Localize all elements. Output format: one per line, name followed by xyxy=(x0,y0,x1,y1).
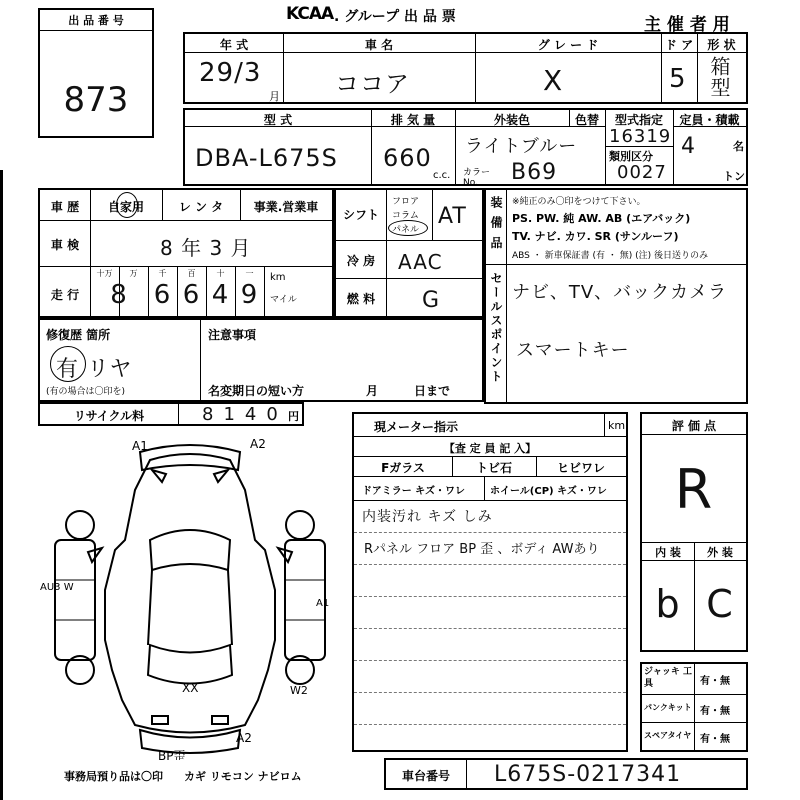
capacity-label: 定員・積載 xyxy=(679,113,740,127)
mileage-digit: 8 xyxy=(110,280,128,310)
damage-mark: A2 xyxy=(250,437,266,451)
puncture-yes-no: 有・無 xyxy=(700,706,730,717)
brand-logo: KCAA xyxy=(286,4,334,24)
inspection-note-2: Rパネル フロア BP 歪 、ボディ AWあり xyxy=(364,542,600,557)
year-label: 年 式 xyxy=(219,38,249,52)
type-spec-value: 16319 xyxy=(609,126,672,147)
lot-number: 873 xyxy=(63,80,129,120)
grade-label: 評 価 点 xyxy=(671,419,717,433)
repair-value: 有 リヤ xyxy=(56,357,133,382)
chip-label: トビ石 xyxy=(475,461,512,475)
class-value: 0027 xyxy=(617,162,667,183)
repaint-label: 色替 xyxy=(574,113,599,127)
mileage-label: 走 行 xyxy=(50,288,80,302)
wheel-label: ホイール(CP) キズ・ワレ xyxy=(490,486,607,497)
inspector-label: 【査 定 員 記 入】 xyxy=(443,442,537,455)
model-label: 型 式 xyxy=(263,113,293,127)
private-use-option: 自家用 xyxy=(107,200,144,214)
damage-mark: XX xyxy=(182,681,199,695)
digit-header: 十 xyxy=(216,269,225,278)
body-value: 箱型 xyxy=(707,56,731,98)
repair-note: (有の場合は〇印を) xyxy=(46,387,126,397)
damage-mark: W2 xyxy=(290,684,308,697)
puncture-label: パンクキット xyxy=(644,703,692,712)
interior-label: 内 装 xyxy=(655,546,681,559)
chassis-value: L675S-0217341 xyxy=(494,762,682,787)
displacement-value: 660 xyxy=(383,144,432,172)
drivetrain-box xyxy=(334,188,484,318)
year-unit: 月 xyxy=(269,90,280,103)
mileage-digit: 6 xyxy=(182,280,201,310)
spare-tire-yes-no: 有・無 xyxy=(700,734,730,745)
shift-label: シフト xyxy=(342,208,379,222)
grade-score: R xyxy=(674,458,714,521)
name-value: ココア xyxy=(335,70,410,98)
name-change-day: 日まで xyxy=(414,384,451,398)
exterior-color-label: 外装色 xyxy=(493,113,530,127)
office-note: 事務局預り品は〇印 xyxy=(64,770,163,783)
inspection-box xyxy=(352,412,628,752)
mileage-digit: 9 xyxy=(240,280,259,310)
exterior-color-value: ライトブルー xyxy=(465,136,578,157)
history-box xyxy=(38,188,334,318)
model-value: DBA-L675S xyxy=(195,144,338,172)
fuel-value: G xyxy=(422,288,441,313)
class-label: 類別区分 xyxy=(609,150,653,163)
doors-value: 5 xyxy=(669,64,687,94)
recycle-unit: 円 xyxy=(288,410,299,423)
digit-header: 十万 xyxy=(96,269,113,278)
km-label: km xyxy=(270,272,286,283)
jack-yes-no: 有・無 xyxy=(700,676,730,687)
grade-label: グ レ ー ド xyxy=(537,38,599,52)
private-circle-mark xyxy=(116,192,138,218)
ac-label: 冷 房 xyxy=(346,254,376,268)
panel-circle-mark xyxy=(388,220,428,236)
mileage-digit: 6 xyxy=(153,280,172,310)
capacity-value: 4 xyxy=(681,134,696,159)
spare-tire-label: スペアタイヤ xyxy=(644,731,692,740)
name-label: 車 名 xyxy=(364,38,394,52)
equipment-line-3: ABS ・ 新車保証書 (有 ・ 無) (注) 後日送りのみ xyxy=(512,251,708,261)
inspection-note-1: 内装汚れ キズ しみ xyxy=(362,509,493,525)
lot-box xyxy=(38,8,154,138)
capacity-unit: 名 xyxy=(733,140,744,153)
sales-point-2: スマートキー xyxy=(516,340,630,361)
car-damage-diagram xyxy=(40,430,340,760)
recycle-value: 8140 xyxy=(202,404,288,425)
damage-mark: A1 xyxy=(316,598,330,609)
shift-option-panel: パネル xyxy=(392,225,420,235)
sales-point-1: ナビ、TV、バックカメラ xyxy=(512,282,728,303)
repair-circle-mark xyxy=(50,346,86,382)
form-title: . グループ 出 品 票 xyxy=(334,9,456,25)
name-change-month: 月 xyxy=(366,384,379,398)
load-unit: トン xyxy=(723,170,745,183)
recycle-label: リサイクル料 xyxy=(73,409,145,423)
repair-box xyxy=(38,318,484,402)
name-change-label: 名変期日の短い方 xyxy=(208,384,305,398)
exterior-label: 外 装 xyxy=(707,546,733,559)
grade-value: X xyxy=(543,64,564,97)
digit-header: 千 xyxy=(158,269,167,278)
mirror-label: ドアミラー キズ・ワレ xyxy=(362,486,465,497)
damage-mark: A2 xyxy=(236,731,252,745)
margin-mark xyxy=(0,170,3,800)
exterior-grade: C xyxy=(706,582,734,626)
digit-header: 一 xyxy=(245,269,254,278)
damage-mark: AU3 W xyxy=(40,582,74,593)
recycle-box xyxy=(38,402,304,426)
grade-box xyxy=(640,412,748,652)
windshield-label: Fガラス xyxy=(381,461,425,475)
mileage-digit: 4 xyxy=(211,280,230,310)
odometer-digits xyxy=(90,266,332,316)
office-items: カギ リモコン ナビロム xyxy=(184,770,302,783)
inspection-label: 車 検 xyxy=(50,238,80,252)
digit-header: 万 xyxy=(129,269,138,278)
repair-label: 修復歴 箇所 xyxy=(46,328,111,342)
equipment-line-1: PS. PW. 純 AW. AB (エアバック) xyxy=(512,212,691,225)
meter-unit: km xyxy=(608,419,626,432)
displacement-label: 排 気 量 xyxy=(390,113,436,127)
rental-option: レ ン タ xyxy=(178,200,224,214)
damage-mark: A1 xyxy=(132,439,148,453)
equipment-box xyxy=(484,188,748,404)
type-spec-label: 型式指定 xyxy=(614,113,663,127)
body-label: 形 状 xyxy=(707,38,736,52)
doors-label: ド ア xyxy=(664,38,694,52)
vehicle-row-2 xyxy=(183,108,748,186)
meter-label: 現メーター指示 xyxy=(374,420,459,434)
equipment-line-2: TV. ナビ. カワ. SR (サンルーフ) xyxy=(512,230,679,243)
chassis-label: 車台番号 xyxy=(401,769,450,783)
history-label: 車 歴 xyxy=(50,200,80,214)
interior-grade: b xyxy=(655,582,681,626)
shift-option-floor: フロア xyxy=(392,197,420,207)
ac-value: AAC xyxy=(398,250,443,274)
shift-value: AT xyxy=(438,204,467,229)
copy-label: 主 催 者 用 xyxy=(644,15,730,35)
color-no-label: カラー No. xyxy=(463,168,491,188)
digit-header: 百 xyxy=(187,269,196,278)
equipment-note: ※純正のみ〇印をつけて下さい。 xyxy=(512,197,646,207)
shift-option-column: コラム xyxy=(392,211,419,221)
year-value: 29/3 xyxy=(199,58,262,88)
crack-label: ヒビワレ xyxy=(556,461,605,475)
business-option: 事業.営業車 xyxy=(253,200,319,214)
chassis-box xyxy=(384,758,748,790)
fuel-label: 燃 料 xyxy=(346,292,376,306)
accessories-box xyxy=(640,662,748,752)
mile-label: マイル xyxy=(270,295,297,305)
displacement-unit: c.c. xyxy=(433,170,451,181)
sales-point-label: セールスポイント xyxy=(489,272,503,384)
damage-mark: BP歪 xyxy=(158,749,186,760)
lot-label: 出 品 番 号 xyxy=(68,14,124,27)
notes-label: 注意事項 xyxy=(208,328,257,342)
jack-label: ジャッキ 工 具 xyxy=(644,667,692,689)
equipment-label: 装 備 品 xyxy=(489,196,503,251)
vehicle-row-1 xyxy=(183,32,748,104)
inspection-value: 8 年 3 月 xyxy=(160,236,252,260)
color-no-value: B69 xyxy=(511,160,558,185)
